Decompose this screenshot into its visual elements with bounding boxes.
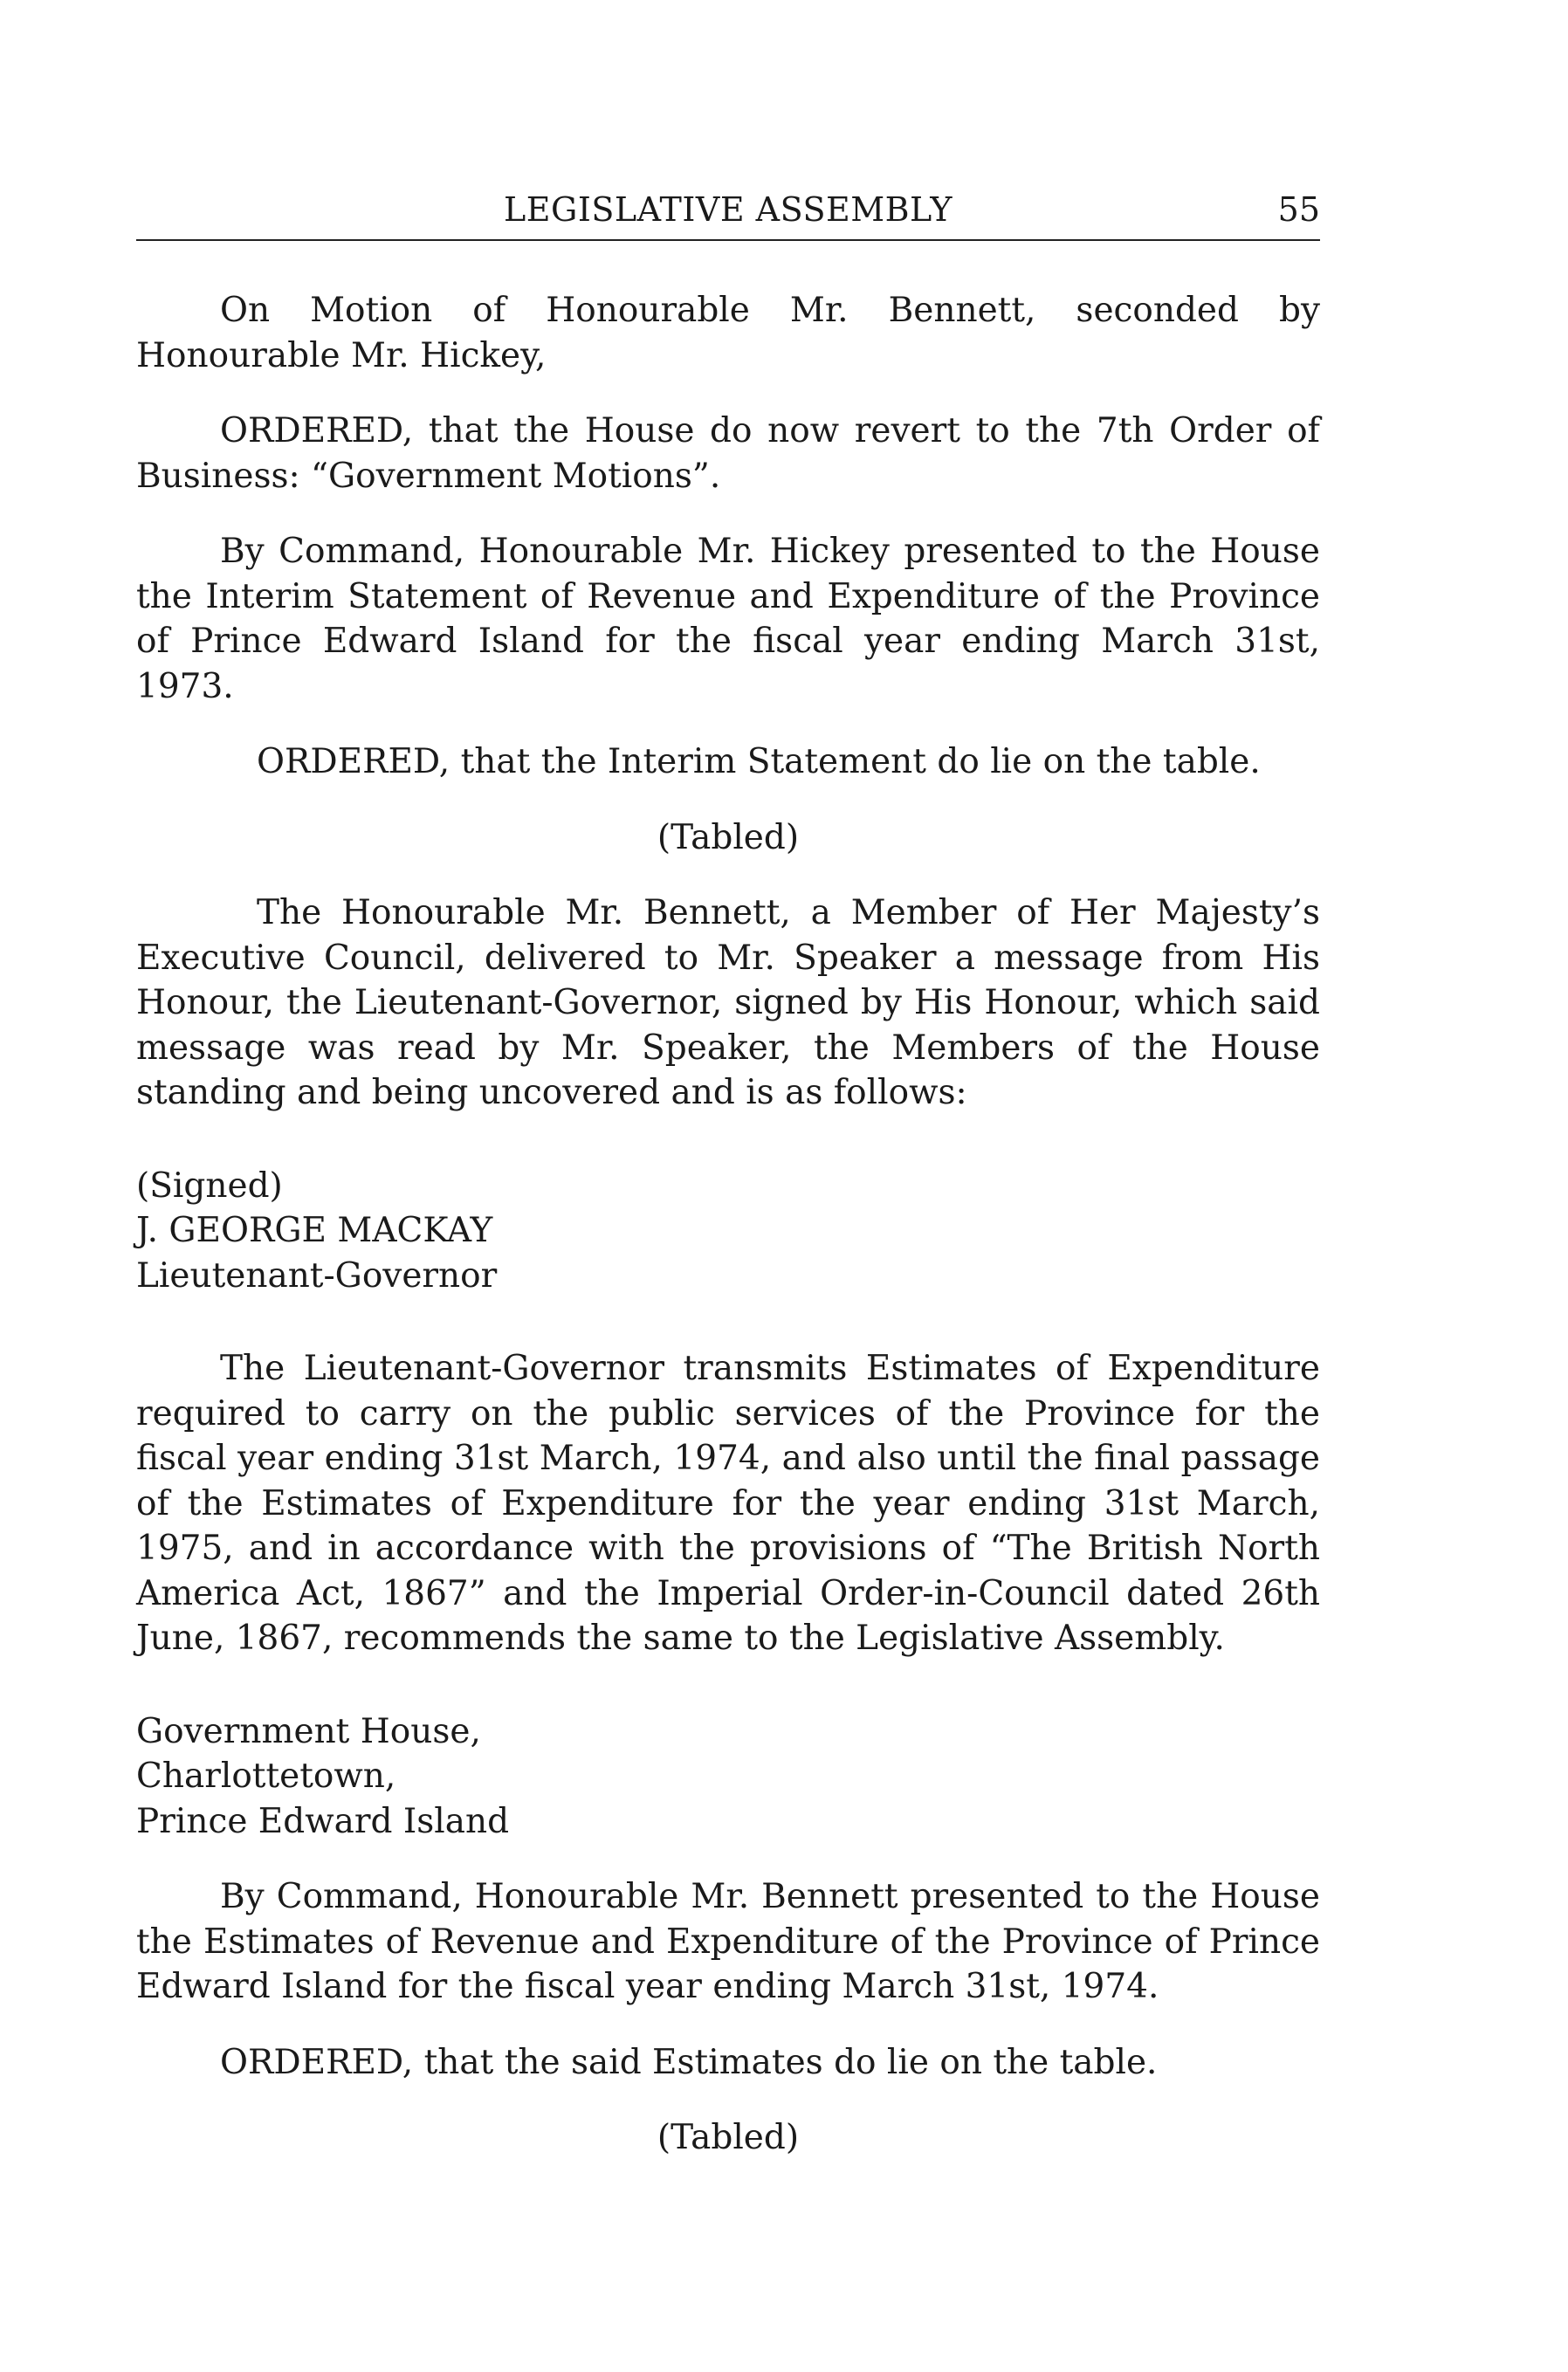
paragraph-estimates-presented: By Command, Honourable Mr. Bennett presented to the House the Estimates of Revenue and Expenditure of the Province of Prince Edward Island for the fiscal year ending March 31st, 1974. <box>136 1877 1320 2006</box>
paragraph-ordered-interim: ORDERED, that the Interim Statement do lie on the table. <box>257 742 1261 781</box>
signer-name: J. GEORGE MACKAY <box>136 1211 493 1250</box>
signature-block <box>136 1164 1320 1299</box>
paragraph-ordered-estimates: ORDERED, that the said Estimates do lie on the table. <box>220 2042 1158 2082</box>
address-line-3: Prince Edward Island <box>136 1801 510 1841</box>
tabled-note-2: (Tabled) <box>657 2118 800 2157</box>
tabled-note-1: (Tabled) <box>657 817 800 857</box>
document-page <box>136 183 1320 2191</box>
page-body <box>136 288 1320 2161</box>
address-line-2: Charlottetown, <box>136 1757 396 1796</box>
running-title: LEGISLATIVE ASSEMBLY <box>504 190 952 229</box>
address-line-1: Government House, <box>136 1711 481 1751</box>
paragraph-ordered-revert: ORDERED, that the House do now revert to the 7th Order of Business: “Government Motions”. <box>136 411 1320 496</box>
address-block <box>136 1709 1320 1845</box>
paragraph-estimates-transmittal: The Lieutenant-Governor transmits Estimates of Expenditure required to carry on the public services of the Province for the fiscal year ending 31st March, 1974, and also until the final passage of the Estimates of Expenditure for the year ending 31st March, 1975, and in accordance with the provisions of “The British North America Act, 1867” and the Imperial Order-in-Council dated 26th June, 1867, recommends the same to the Legislative Assembly. <box>136 1349 1320 1658</box>
paragraph-motion: On Motion of Honourable Mr. Bennett, seconded by Honourable Mr. Hickey, <box>136 291 1320 375</box>
page-header <box>136 183 1320 241</box>
page-number: 55 <box>1277 190 1320 229</box>
paragraph-interim-statement: By Command, Honourable Mr. Hickey presented to the House the Interim Statement of Revenue and Expenditure of the Province of Prince Edward Island for the fiscal year ending March 31st, 1973. <box>136 532 1320 706</box>
signed-label: (Signed) <box>136 1165 283 1206</box>
paragraph-message: The Honourable Mr. Bennett, a Member of Her Majesty’s Executive Council, delivered to Mr. Speaker a message from His Honour, the Lieutenant-Governor, signed by His Honour, which said message was read by Mr. Speaker, the Members of the House standing and being uncovered and is as follows: <box>136 893 1320 1112</box>
signer-title: Lieutenant-Governor <box>136 1255 498 1296</box>
